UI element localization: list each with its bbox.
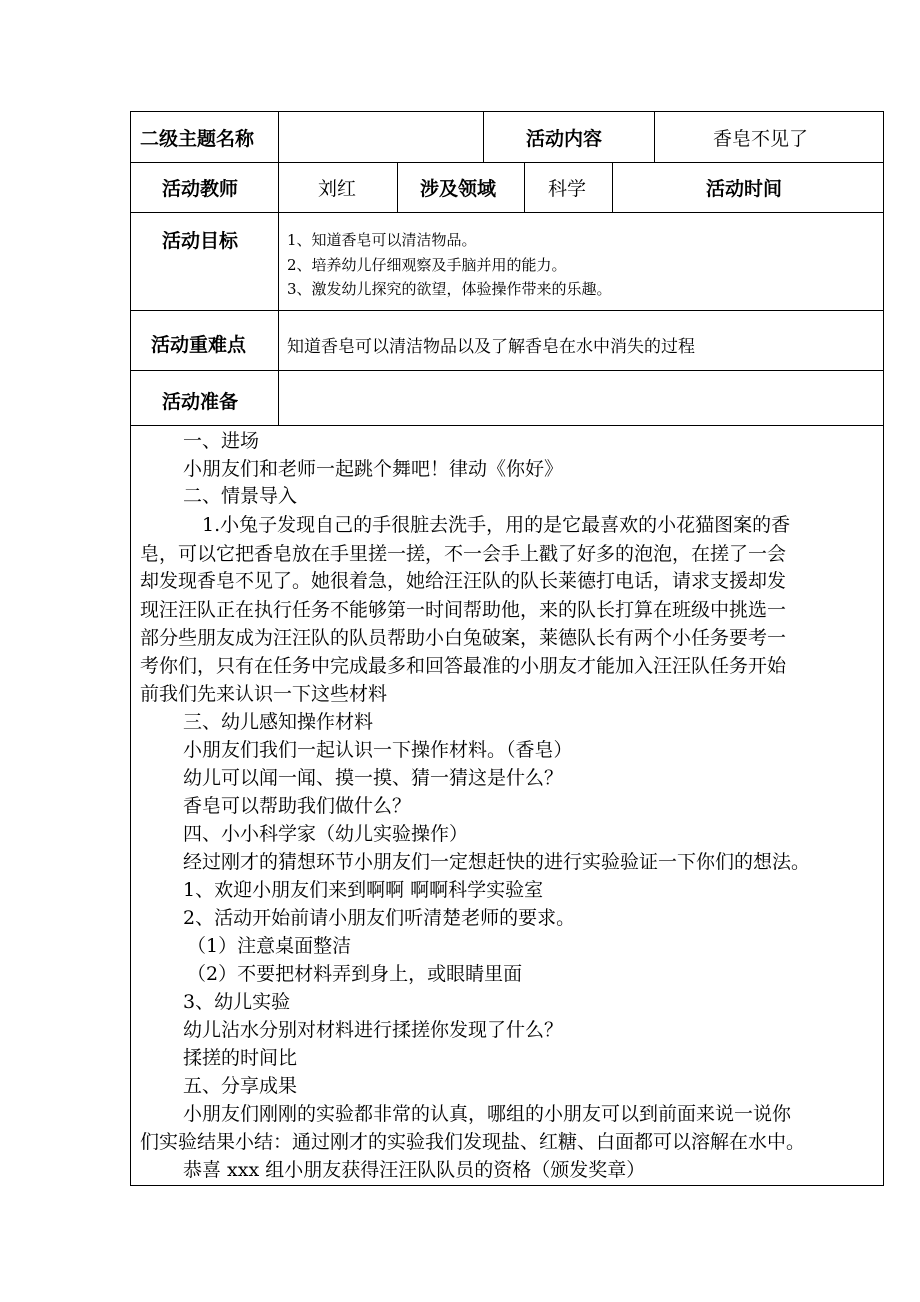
- paragraph-line: （2）不要把材料弄到身上，或眼睛里面: [187, 963, 523, 985]
- paragraph-line: 恭喜 xxx 组小朋友获得汪汪队队员的资格（颁发奖章）: [183, 1159, 646, 1181]
- paragraph-line: 现汪汪队正在执行任务不能够第一时间帮助他，来的队长打算在班级中挑选一: [140, 599, 787, 621]
- cell-divider: [612, 162, 613, 213]
- paragraph-line: 们实验结果小结：通过刚才的实验我们发现盐、红糖、白面都可以溶解在水中。: [140, 1131, 806, 1153]
- paragraph-line: 1、欢迎小朋友们来到啊啊 啊啊科学实验室: [183, 879, 544, 901]
- paragraph-line: 2、活动开始前请小朋友们听清楚老师的要求。: [183, 907, 576, 929]
- paragraph-line: 小朋友们和老师一起跳个舞吧！律动《你好》: [183, 458, 564, 480]
- activity-content-label: 活动内容: [526, 128, 603, 150]
- goal-item: 2、培养幼儿仔细观察及手脑并用的能力。: [287, 256, 567, 274]
- cell-divider: [397, 162, 398, 213]
- section-heading: 三、幼儿感知操作材料: [183, 711, 374, 733]
- teacher-label: 活动教师: [162, 178, 239, 200]
- paragraph-line: 经过刚才的猜想环节小朋友们一定想赶快的进行实验验证一下你们的想法。: [183, 851, 811, 873]
- table-row-divider: [130, 310, 884, 311]
- paragraph-line: 小朋友们刚刚的实验都非常的认真，哪组的小朋友可以到前面来说一说你: [183, 1103, 792, 1125]
- table-border-right: [883, 111, 884, 1186]
- table-row-divider: [130, 212, 884, 213]
- key-points-value: 知道香皂可以清洁物品以及了解香皂在水中消失的过程: [287, 337, 695, 357]
- activity-time-label: 活动时间: [706, 178, 783, 200]
- cell-divider: [483, 111, 484, 163]
- section-heading: 四、小小科学家（幼儿实验操作）: [183, 823, 469, 845]
- table-border-top: [130, 111, 884, 112]
- table-border-left: [130, 111, 131, 1186]
- paragraph-line: 皂，可以它把香皂放在手里搓一搓，不一会手上戳了好多的泡泡，在搓了一会: [140, 543, 787, 565]
- preparation-label: 活动准备: [162, 391, 239, 413]
- goal-item: 1、知道香皂可以清洁物品。: [287, 231, 477, 249]
- paragraph-line: 部分些朋友成为汪汪队的队员帮助小白兔破案，莱德队长有两个小任务要考一: [140, 627, 787, 649]
- key-points-label: 活动重难点: [151, 334, 247, 356]
- theme-name-label: 二级主题名称: [140, 128, 255, 150]
- paragraph-line: 却发现香皂不见了。她很着急，她给汪汪队的队长莱德打电话，请求支援却发: [140, 570, 787, 592]
- label-column-divider: [278, 111, 279, 426]
- activity-content-value: 香皂不见了: [713, 128, 809, 150]
- table-row-divider: [130, 370, 884, 371]
- domain-value: 科学: [548, 178, 587, 200]
- goals-label: 活动目标: [162, 230, 239, 252]
- goal-item: 3、激发幼儿探究的欲望，体验操作带来的乐趣。: [287, 280, 612, 298]
- teacher-value: 刘红: [318, 178, 357, 200]
- section-heading: 二、情景导入: [183, 485, 298, 507]
- domain-label: 涉及领域: [420, 178, 497, 200]
- table-row-divider: [130, 162, 884, 163]
- cell-divider: [524, 162, 525, 213]
- paragraph-line: （1）注意桌面整洁: [187, 935, 352, 957]
- cell-divider: [654, 111, 655, 163]
- paragraph-line: 3、幼儿实验: [183, 991, 291, 1013]
- paragraph-line: 1.小兔子发现自己的手很脏去洗手，用的是它最喜欢的小花猫图案的香: [202, 514, 791, 536]
- paragraph-line: 幼儿可以闻一闻、摸一摸、猜一猜这是什么？: [183, 767, 564, 789]
- paragraph-line: 小朋友们我们一起认识一下操作材料。（香皂）: [183, 739, 573, 761]
- section-heading: 一、进场: [183, 430, 260, 452]
- table-border-bottom: [130, 1185, 884, 1186]
- section-heading: 五、分享成果: [183, 1075, 298, 1097]
- table-row-divider: [130, 425, 884, 426]
- paragraph-line: 考你们，只有在任务中完成最多和回答最准的小朋友才能加入汪汪队任务开始: [140, 655, 787, 677]
- paragraph-line: 香皂可以帮助我们做什么？: [183, 795, 412, 817]
- paragraph-line: 幼儿沾水分别对材料进行揉搓你发现了什么？: [183, 1019, 564, 1041]
- paragraph-line: 前我们先来认识一下这些材料: [140, 683, 388, 705]
- paragraph-line: 揉搓的时间比: [183, 1047, 298, 1069]
